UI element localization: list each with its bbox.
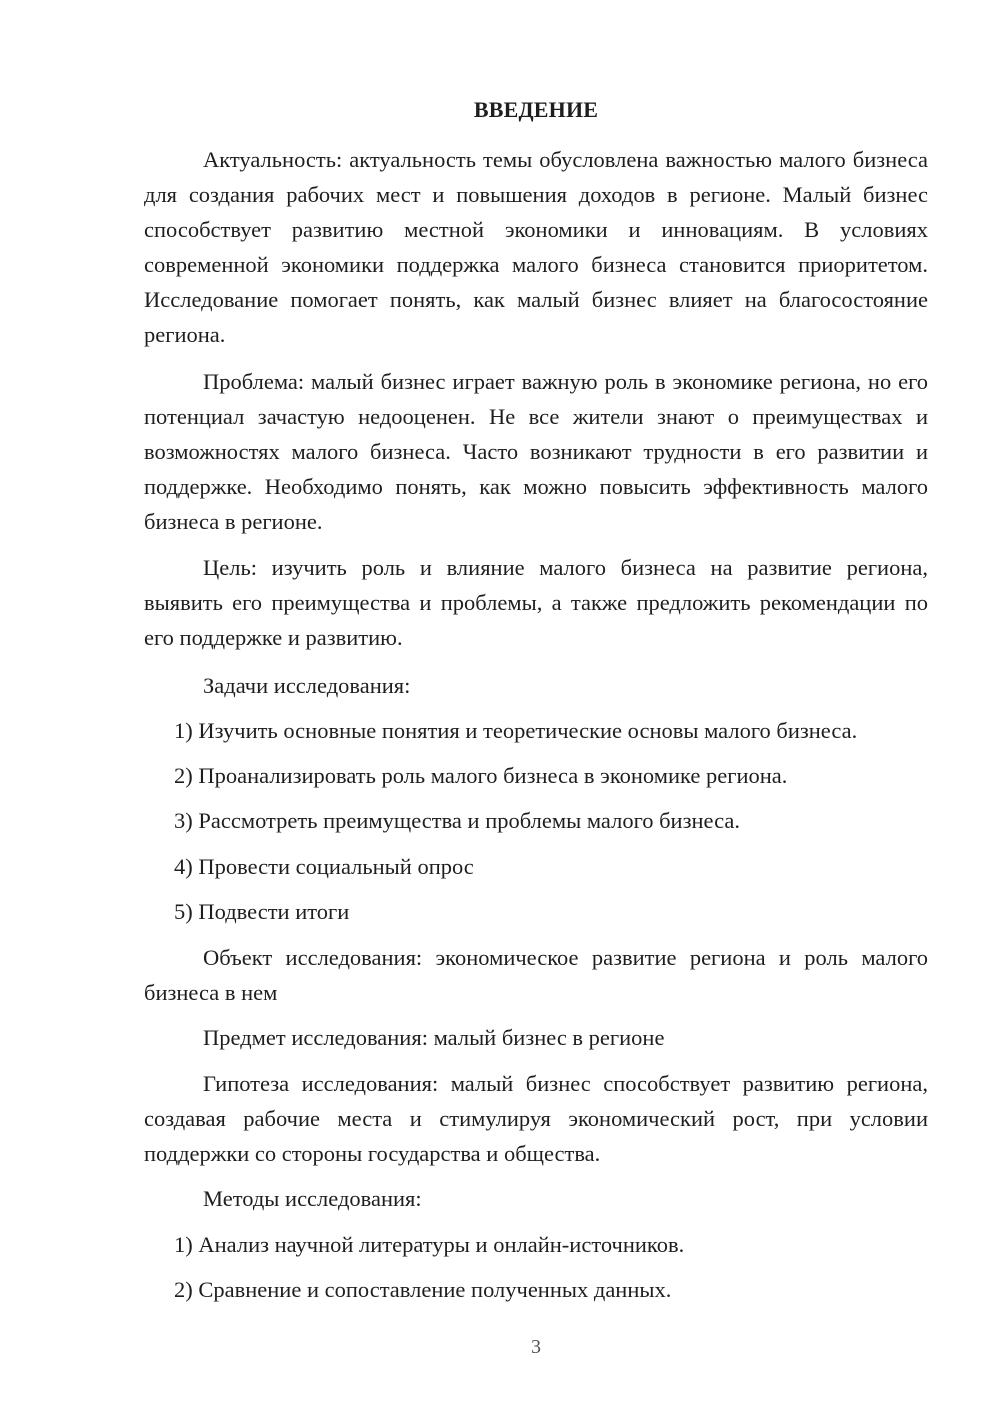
page-title: ВВЕДЕНИЕ (473, 97, 599, 122)
goal-paragraph: Цель: изучить роль и влияние малого бизнеса на развитие региона, выявить его преимущества и проблемы, а также предложить рекомендации по его поддержке и развитию. (144, 555, 928, 650)
method-item-2: 2) Сравнение и сопоставление полученных данных. (174, 1277, 672, 1302)
task-item-2: 2) Проанализировать роль малого бизнеса в экономике региона. (174, 763, 788, 788)
task-item-3: 3) Рассмотреть преимущества и проблемы малого бизнеса. (174, 808, 740, 833)
task-item-1: 1) Изучить основные понятия и теоретические основы малого бизнеса. (174, 718, 858, 743)
methods-heading: Методы исследования: (203, 1186, 422, 1211)
relevance-paragraph: Актуальность: актуальность темы обусловлена важностью малого бизнеса для создания рабочих мест и повышения доходов в регионе. Малый бизнес способствует развитию местной экономики и инновациям. В условиях современной экономики поддержка малого бизнеса становится приоритетом. Исследование помогает понять, как малый бизнес влияет на благосостояние региона. (144, 147, 928, 347)
page-number: 3 (531, 1336, 541, 1358)
hypothesis-paragraph: Гипотеза исследования: малый бизнес способствует развитию региона, создавая рабочие места и стимулируя экономический рост, при условии поддержки со стороны государства и общества. (144, 1071, 928, 1166)
problem-paragraph: Проблема: малый бизнес играет важную роль в экономике региона, но его потенциал зачастую недооценен. Не все жители знают о преимуществах и возможностях малого бизнеса. Часто возникают трудности в его развитии и поддержке. Необходимо понять, как можно повысить эффективность малого бизнеса в регионе. (144, 369, 928, 534)
object-paragraph: Объект исследования: экономическое развитие региона и роль малого бизнеса в нем (144, 945, 928, 1005)
task-item-4: 4) Провести социальный опрос (174, 854, 474, 879)
subject-line: Предмет исследования: малый бизнес в регионе (203, 1025, 665, 1050)
tasks-heading: Задачи исследования: (203, 673, 411, 698)
method-item-1: 1) Анализ научной литературы и онлайн-источников. (174, 1232, 685, 1257)
task-item-5: 5) Подвести итоги (174, 899, 350, 924)
